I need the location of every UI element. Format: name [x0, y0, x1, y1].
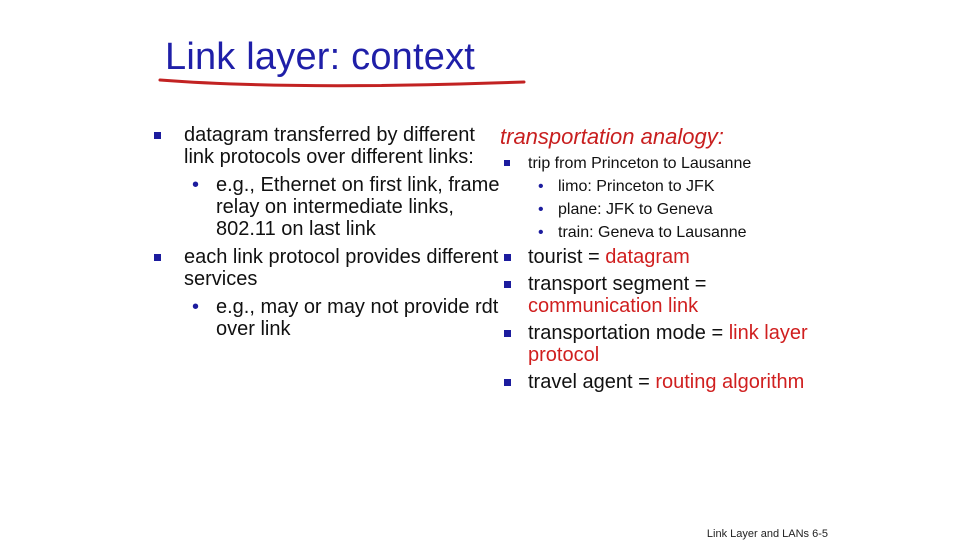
item-highlight: datagram	[605, 246, 690, 268]
square-bullet-icon	[154, 254, 161, 261]
slide-title: Link layer: context	[165, 36, 476, 78]
list-item	[500, 371, 820, 393]
item-text: each link protocol provides different services	[184, 246, 499, 290]
item-highlight: routing algorithm	[655, 371, 805, 393]
left-column	[152, 124, 502, 346]
item-text: trip from Princeton to Lausanne	[528, 155, 752, 172]
slide-footer: Link Layer and LANs 6-5	[706, 528, 828, 540]
item-highlight: link layer protocol	[528, 322, 808, 366]
dot-bullet-icon: •	[538, 178, 544, 195]
item-text: tourist =	[528, 246, 606, 268]
list-item	[500, 322, 820, 366]
list-item	[500, 154, 820, 173]
list-item	[152, 124, 502, 168]
square-bullet-icon	[504, 281, 511, 288]
sub-list-item	[500, 223, 820, 242]
list-item	[500, 273, 820, 317]
list-item	[500, 246, 820, 268]
square-bullet-icon	[504, 254, 511, 261]
item-text: travel agent =	[528, 371, 656, 393]
list-item	[152, 246, 502, 290]
square-bullet-icon	[504, 379, 511, 386]
right-column	[500, 124, 820, 398]
dot-bullet-icon: •	[538, 201, 544, 218]
sub-list-item	[152, 174, 502, 240]
square-bullet-icon	[504, 160, 510, 166]
sub-item-text: e.g., may or may not provide rdt over link	[216, 296, 499, 340]
sub-list-item	[152, 296, 502, 340]
analogy-heading: transportation analogy:	[500, 124, 724, 149]
square-bullet-icon	[504, 330, 511, 337]
sub-list-item	[500, 177, 820, 196]
title-underline	[158, 72, 528, 92]
sub-item-text: plane: JFK to Geneva	[558, 201, 713, 218]
sub-item-text: e.g., Ethernet on first link, frame relay on intermediate links, 802.11 on last link	[216, 174, 500, 240]
sub-item-text: limo: Princeton to JFK	[558, 178, 715, 195]
dot-bullet-icon: •	[192, 296, 200, 318]
dot-bullet-icon: •	[538, 224, 544, 241]
square-bullet-icon	[154, 132, 161, 139]
item-text: transportation mode =	[528, 322, 729, 344]
item-highlight: communication link	[528, 295, 699, 317]
sub-list-item	[500, 200, 820, 219]
item-text: transport segment =	[528, 273, 707, 295]
dot-bullet-icon: •	[192, 174, 200, 196]
sub-item-text: train: Geneva to Lausanne	[558, 224, 747, 241]
item-text: datagram transferred by different link protocols over different links:	[184, 124, 475, 168]
